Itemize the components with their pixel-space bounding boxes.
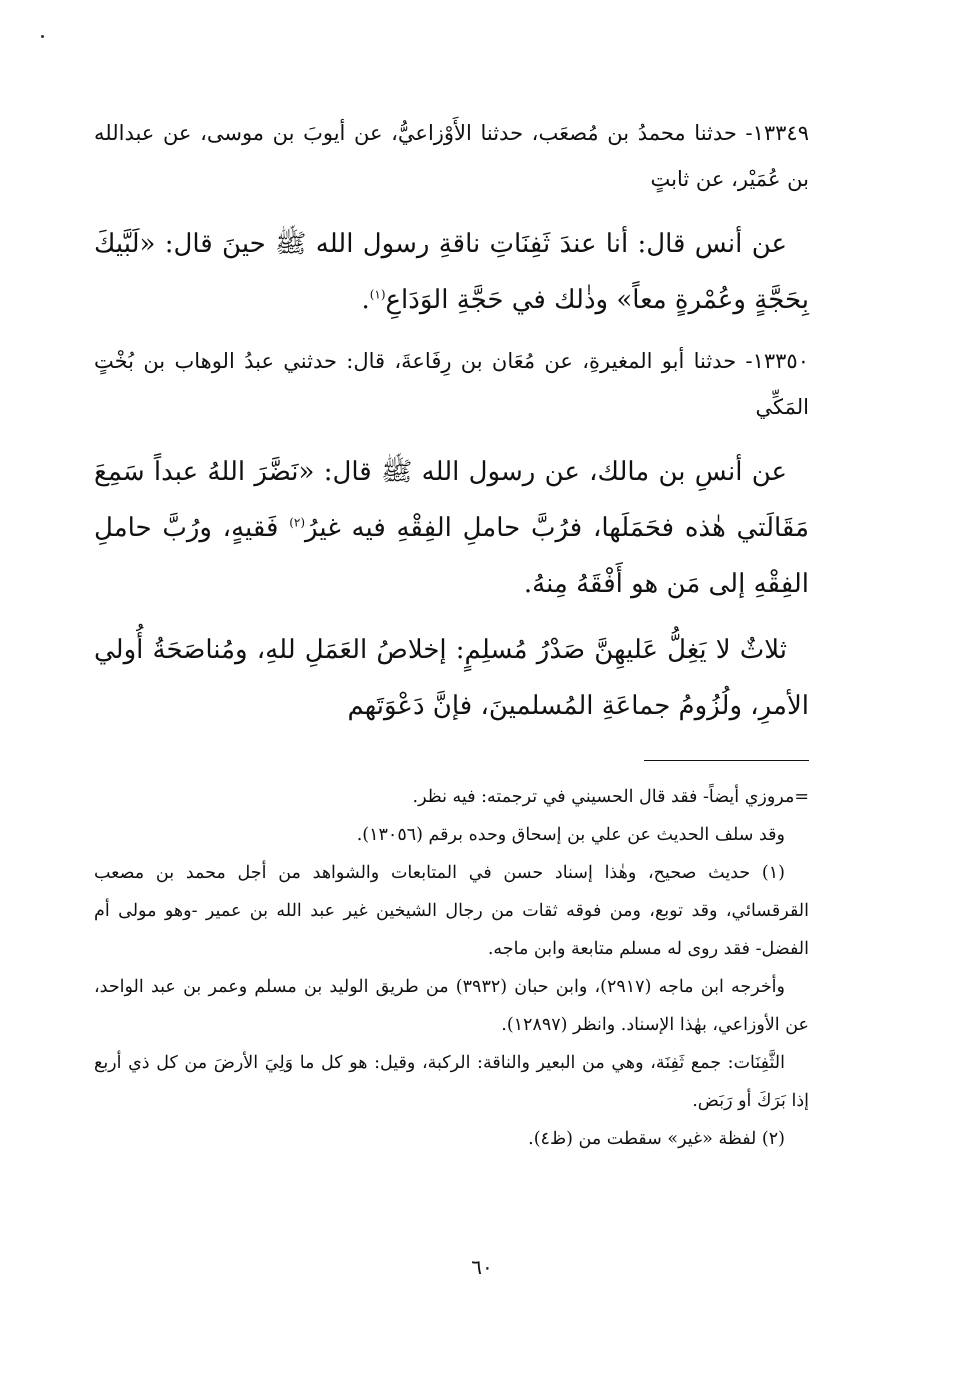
- footnote-separator: [644, 760, 809, 761]
- hadith-13350-text-a: عن أنسِ بن مالك، عن رسول الله ﷺ قال: «نَضَّرَ اللهُ عبداً سَمِعَ مَقَالَتي هٰذه فحَمَلَها، فرُبَّ حاملِ الفِقْهِ فيه غيرُ: [94, 457, 809, 543]
- footnote-1: (١) حديث صحيح، وهٰذا إسناد حسن في المتابعات والشواهد من أجل محمد بن مصعب القرقسائي، وقد توبع، ومن فوقه ثقات من رجال الشيخين غير عبد الله بن عمير -وهو مولى أم الفضل- فقد روى له مسلم متابعة وابن ماجه.: [94, 863, 809, 959]
- main-text: [94, 110, 809, 744]
- hadith-13349-end: .: [361, 285, 370, 315]
- hadith-13349-matn: [94, 216, 809, 328]
- hadith-13350-matn-continued: ثلاثٌ لا يَغِلُّ عَليهِنَّ صَدْرُ مُسلِمٍ: إخلاصُ العَمَلِ للهِ، ومُناصَحَةُ أُولي الأمرِ، ولُزُومُ جماعَةِ المُسلمينَ، فإنَّ دَعْوَتَهم: [94, 635, 809, 721]
- hadith-13350-text-b: فَقيهٍ، ورُبَّ حاملِ الفِقْهِ إلى مَن هو أَفْقَهُ مِنهُ.: [94, 513, 809, 599]
- footnote-continuation-2: وقد سلف الحديث عن علي بن إسحاق وحده برقم (١٣٠٥٦).: [356, 825, 785, 845]
- footnote-2: (٢) لفظة «غير» سقطت من (ظ٤).: [528, 1129, 785, 1149]
- footnote-ref-1[interactable]: (١): [369, 287, 386, 302]
- footnote-1-gloss: الثَّفِنَات: جمع ثَفِنَة، وهي من البعير والناقة: الركبة، وقيل: هو كل ما وَلِيَ الأرضَ من كل ذي أربع إذا بَرَكَ أو رَبَض.: [94, 1053, 809, 1111]
- hadith-13349-chain: ١٣٣٤٩- حدثنا محمدُ بن مُصعَب، حدثنا الأَوْزاعيُّ، عن أيوبَ بن موسى، عن عبدالله بن عُمَيْر، عن ثابتٍ: [94, 121, 809, 191]
- scan-speck: [41, 35, 44, 38]
- footnote-ref-2[interactable]: (٢): [289, 515, 306, 530]
- footnote-1-sources: وأخرجه ابن ماجه (٢٩١٧)، وابن حبان (٣٩٣٢) من طريق الوليد بن مسلم وعمر بن عبد الواحد، عن الأوزاعي، بهٰذا الإسناد. وانظر (١٢٨٩٧).: [94, 977, 809, 1035]
- footnotes: [94, 778, 809, 1158]
- page-number: ٦٠: [471, 1255, 493, 1279]
- hadith-13350-matn: [94, 444, 809, 612]
- footnote-continuation-1: =مروزي أيضاً- فقد قال الحسيني في ترجمته: فيه نظر.: [412, 787, 809, 807]
- hadith-13350-chain: ١٣٣٥٠- حدثنا أبو المغيرةِ، عن مُعَان بن رِفَاعةَ، قال: حدثني عبدُ الوهاب بن بُخْتٍ المَكِّي: [94, 349, 809, 419]
- hadith-13349-text: عن أنس قال: أنا عندَ ثَفِنَاتِ ناقةِ رسول الله ﷺ حينَ قال: «لَبَّيكَ بِحَجَّةٍ وعُمْرةٍ معاً» وذٰلك في حَجَّةِ الوَدَاعِ: [94, 229, 809, 315]
